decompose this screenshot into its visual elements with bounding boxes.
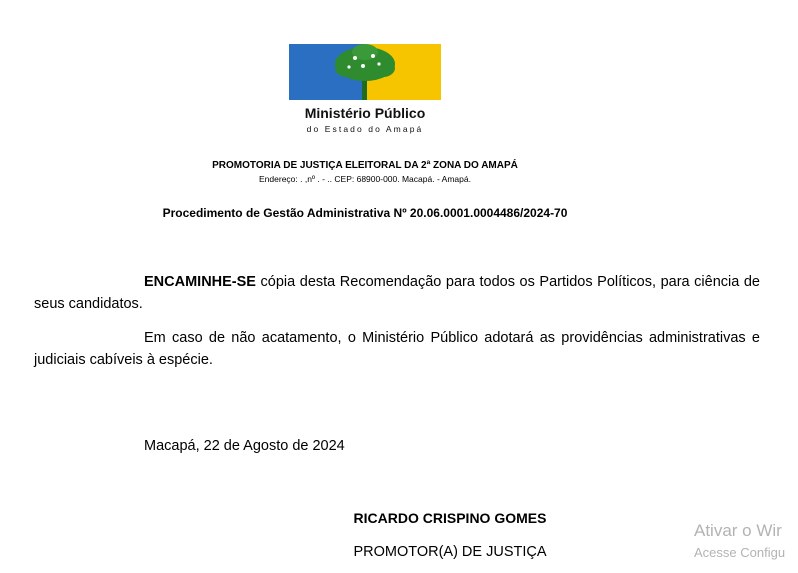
- office-address: Endereço: . ,nº . - .. CEP: 68900-000. Macapá. - Amapá.: [259, 174, 471, 184]
- office-title: PROMOTORIA DE JUSTIÇA ELEITORAL DA 2ª ZONA DO AMAPÁ: [212, 160, 518, 171]
- activation-watermark-title: Ativar o Wir: [694, 521, 782, 540]
- paragraph-forward-text: cópia desta Recomendação para todos os Partidos Políticos, para ciência de seus candidatos.: [34, 274, 760, 312]
- ministerio-publico-logo: [289, 44, 441, 100]
- date-line: Macapá, 22 de Agosto de 2024: [144, 438, 345, 454]
- paragraph-noncompliance: Em caso de não acatamento, o Ministério Público adotará as providências administrativas e judiciais cabíveis à espécie.: [34, 330, 760, 368]
- signer-name: RICARDO CRISPINO GOMES: [353, 510, 547, 526]
- paragraph-lead: ENCAMINHE-SE: [144, 274, 256, 290]
- signer-role: PROMOTOR(A) DE JUSTIÇA: [353, 544, 547, 560]
- procedure-number: Procedimento de Gestão Administrativa Nº 20.06.0001.0004486/2024-70: [162, 206, 568, 220]
- paragraph-forward: [34, 271, 760, 315]
- organization-subtitle: do Estado do Amapá: [306, 124, 424, 134]
- organization-name: Ministério Público: [304, 105, 426, 121]
- activation-watermark-subtitle: Acesse Configu: [694, 545, 786, 560]
